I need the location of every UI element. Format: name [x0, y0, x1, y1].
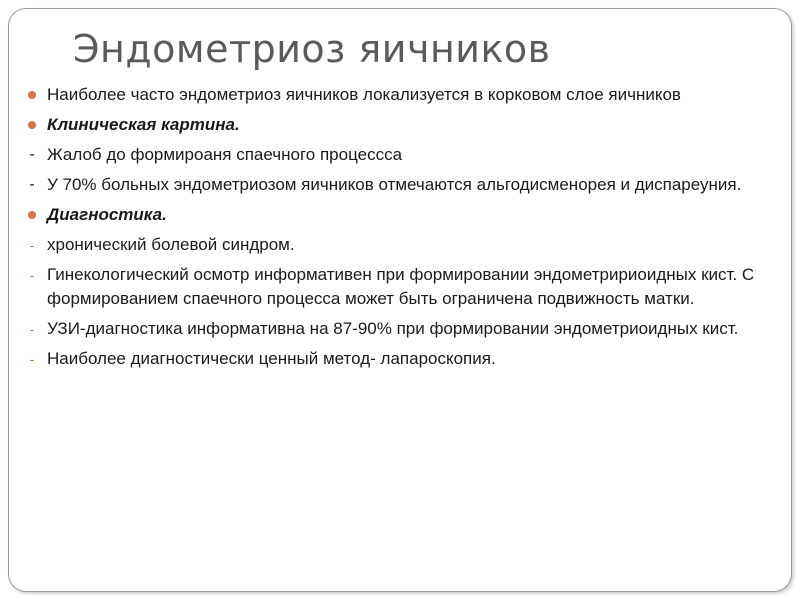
dash-text: У 70% больных эндометриозом яичников отмечаются альгодисменорея и диспареуния.	[47, 175, 742, 194]
dash-item-pain-syndrome	[25, 233, 765, 257]
dash-item-ultrasound	[25, 317, 765, 341]
dash-icon: -	[29, 237, 35, 253]
dash-icon: -	[29, 351, 35, 367]
dash-text: Жалоб до формироаня спаечного процессса	[47, 145, 403, 164]
dash-icon: -	[29, 267, 35, 283]
slide-frame	[8, 8, 792, 592]
dash-icon: -	[29, 176, 35, 193]
dash-item-complaints	[25, 143, 765, 167]
section-heading-clinical	[25, 113, 765, 137]
dash-item-algodysmenorrhea	[25, 173, 765, 197]
dash-icon: -	[29, 321, 35, 337]
dash-text: Наиболее диагностически ценный метод- лапароскопия.	[47, 349, 496, 368]
section-heading-diagnostics	[25, 203, 765, 227]
dash-text: Гинекологический осмотр информативен при формировании эндометририоидных кист. С формированием спаечного процесса может быть ограничена подвижность матки.	[47, 265, 755, 308]
section-heading-text: Клиническая картина.	[47, 115, 240, 134]
slide-title: Эндометриоз яичников	[73, 27, 551, 71]
section-heading-text: Диагностика.	[47, 205, 167, 224]
dash-item-gyn-exam	[25, 263, 765, 311]
bullet-text: Наиболее часто эндометриоз яичников локализуется в корковом слое яичников	[47, 85, 681, 104]
bullet-item-location	[25, 83, 765, 107]
dash-item-laparoscopy	[25, 347, 765, 371]
bullet-list	[25, 83, 765, 377]
dash-text: УЗИ-диагностика информативна на 87-90% при формировании эндометриоидных кист.	[47, 319, 739, 338]
dash-icon: -	[29, 146, 35, 163]
dash-text: хронический болевой синдром.	[47, 235, 295, 254]
